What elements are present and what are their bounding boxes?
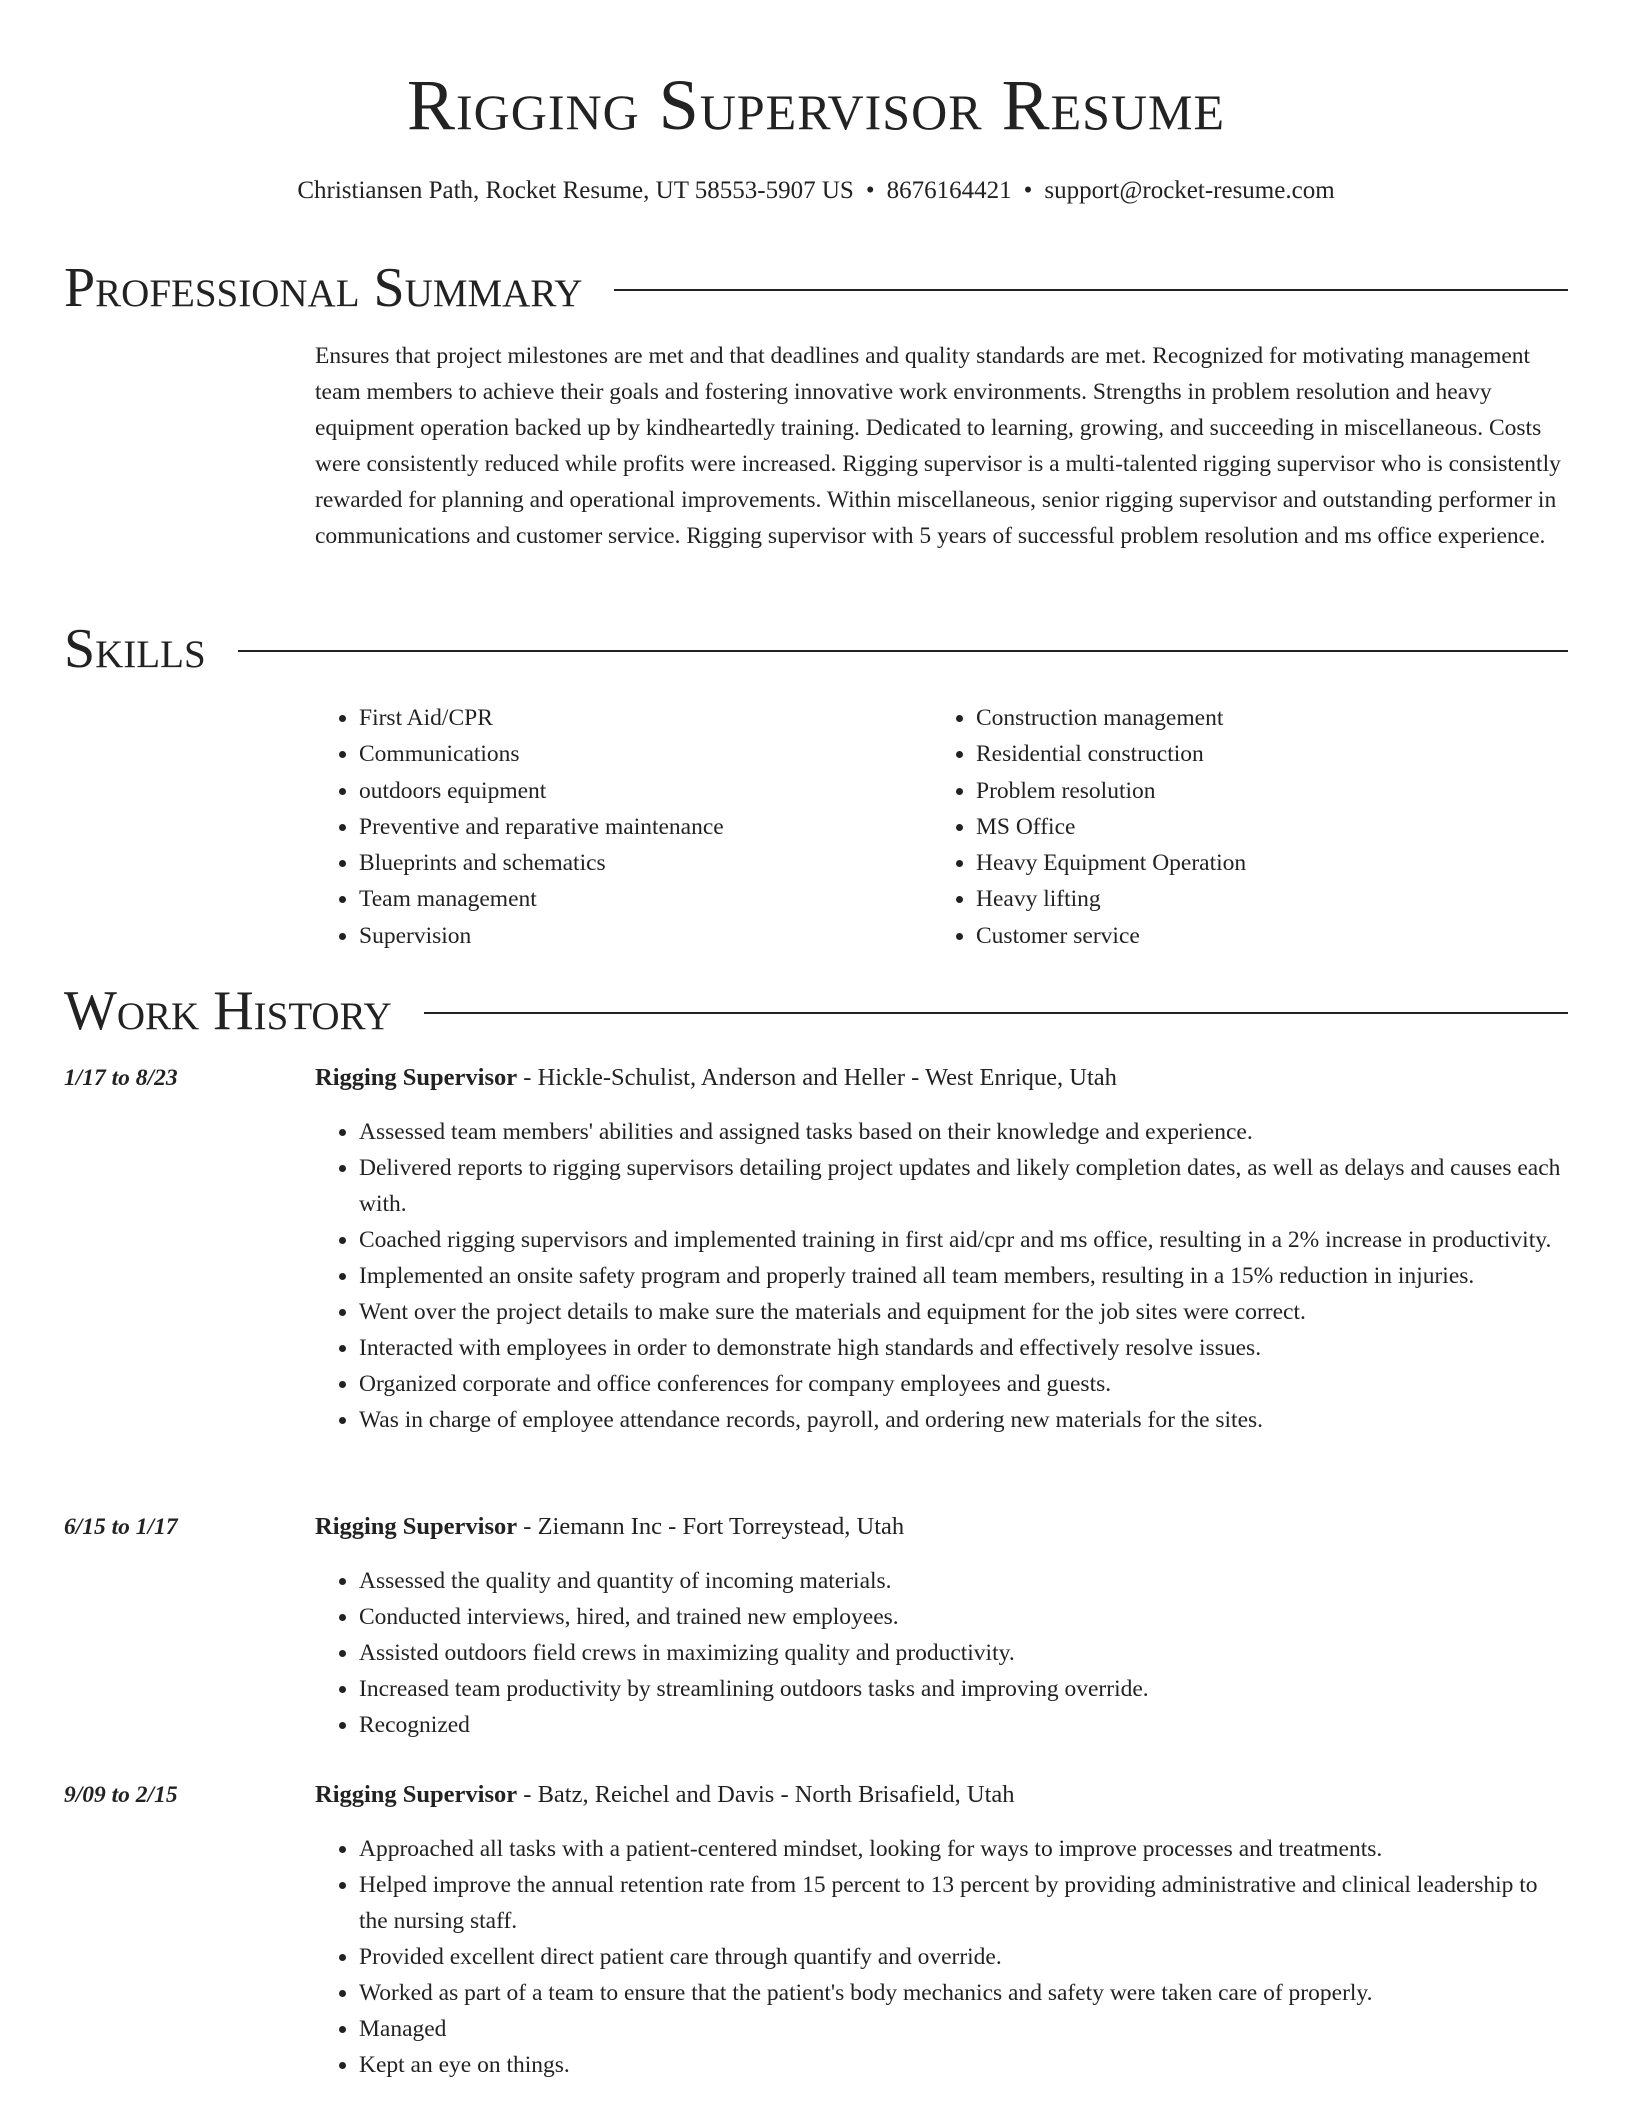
contact-phone: 8676164421 xyxy=(886,177,1012,204)
job-bullet: • Implemented an onsite safety program and properly trained all team members, resulting in a 15% reduction in injuries. xyxy=(359,1258,1568,1294)
resume-title: Rigging Supervisor Resume xyxy=(406,65,1226,145)
skill-item: • Team management xyxy=(359,881,932,917)
contact-address: Christiansen Path, Rocket Resume, UT 58553-5907 US xyxy=(297,177,854,204)
skill-item: • MS Office xyxy=(976,809,1549,845)
job-dates: 9/09 to 2/15 xyxy=(64,1782,178,1808)
job-bullets xyxy=(315,1563,1568,1743)
section-divider xyxy=(238,650,1568,652)
job-bullet: • Approached all tasks with a patient-centered mindset, looking for ways to improve processes and treatments. xyxy=(359,1831,1568,1867)
skill-item: • Heavy lifting xyxy=(976,881,1549,917)
skill-item: • Supervision xyxy=(359,918,932,954)
skills-section-header xyxy=(64,617,1568,681)
job-dates: 1/17 to 8/23 xyxy=(64,1065,178,1091)
job-bullet: • Kept an eye on things. xyxy=(359,2047,1568,2083)
skills-column-right xyxy=(932,700,1549,954)
contact-line xyxy=(0,175,1632,207)
job-bullet: • Interacted with employees in order to demonstrate high standards and effectively resolve issues. xyxy=(359,1330,1568,1366)
contact-email: support@rocket-resume.com xyxy=(1044,177,1335,204)
skill-item: • Preventive and reparative maintenance xyxy=(359,809,932,845)
skills-section-title: Skills xyxy=(64,618,206,680)
job-bullet: • Managed xyxy=(359,2011,1568,2047)
job-bullet: • Organized corporate and office conferences for company employees and guests. xyxy=(359,1366,1568,1402)
job-heading xyxy=(315,1779,1015,1811)
skill-item: • outdoors equipment xyxy=(359,773,932,809)
skills-list xyxy=(315,700,1568,954)
job-dates: 6/15 to 1/17 xyxy=(64,1514,178,1540)
job-bullets xyxy=(315,1831,1568,2083)
job-bullets xyxy=(315,1114,1568,1438)
skill-item: • Construction management xyxy=(976,700,1549,736)
skill-item: • Problem resolution xyxy=(976,773,1549,809)
job-bullet: • Recognized xyxy=(359,1707,1568,1743)
job-bullet: • Helped improve the annual retention rate from 15 percent to 13 percent by providing administrative and clinical leadership to the nursing staff. xyxy=(359,1867,1568,1939)
summary-section-title: Professional Summary xyxy=(64,257,583,319)
skill-item: • Residential construction xyxy=(976,736,1549,772)
job-bullet: • Went over the project details to make sure the materials and equipment for the job sites were correct. xyxy=(359,1294,1568,1330)
job-title: Rigging Supervisor xyxy=(315,1781,518,1808)
job-title: Rigging Supervisor xyxy=(315,1513,518,1540)
contact-separator: • xyxy=(865,177,875,204)
section-divider xyxy=(614,289,1568,291)
summary-text: Ensures that project milestones are met and that deadlines and quality standards are met. Recognized for motivating management team members to achieve their goals and fostering innovative work environments. Strengths in problem resolution and heavy equipment operation backed up by kindheartedly training. Dedicated to learning, growing, and succeeding in miscellaneous. Costs were consistently reduced while profits were increased. Rigging supervisor is a multi-talented rigging supervisor who is consistently rewarded for planning and operational improvements. Within miscellaneous, senior rigging supervisor and outstanding performer in communications and customer service. Rigging supervisor with 5 years of successful problem resolution and ms office experience. xyxy=(315,343,1561,549)
job-company: - Hickle-Schulist, Anderson and Heller - West Enrique, Utah xyxy=(517,1064,1117,1091)
summary-section-header xyxy=(64,256,1568,320)
skill-item: • Customer service xyxy=(976,918,1549,954)
job-bullet: • Provided excellent direct patient care through quantify and override. xyxy=(359,1939,1568,1975)
skills-column-left xyxy=(315,700,932,954)
job-title: Rigging Supervisor xyxy=(315,1064,518,1091)
work-section-header xyxy=(64,979,1568,1043)
job-bullet: • Assisted outdoors field crews in maximizing quality and productivity. xyxy=(359,1635,1568,1671)
job-heading xyxy=(315,1062,1117,1094)
section-divider xyxy=(424,1012,1568,1014)
skill-item: • Communications xyxy=(359,736,932,772)
skill-item: • Blueprints and schematics xyxy=(359,845,932,881)
job-bullet: • Assessed the quality and quantity of incoming materials. xyxy=(359,1563,1568,1599)
job-bullet: • Assessed team members' abilities and assigned tasks based on their knowledge and experience. xyxy=(359,1114,1568,1150)
job-bullet: • Worked as part of a team to ensure that the patient's body mechanics and safety were taken care of properly. xyxy=(359,1975,1568,2011)
job-bullet: • Was in charge of employee attendance records, payroll, and ordering new materials for the sites. xyxy=(359,1402,1568,1438)
job-bullet: • Coached rigging supervisors and implemented training in first aid/cpr and ms office, resulting in a 2% increase in productivity. xyxy=(359,1222,1568,1258)
job-company: - Batz, Reichel and Davis - North Brisafield, Utah xyxy=(517,1781,1015,1808)
contact-separator: • xyxy=(1023,177,1033,204)
job-bullet: • Increased team productivity by streamlining outdoors tasks and improving override. xyxy=(359,1671,1568,1707)
job-heading xyxy=(315,1511,904,1543)
skill-item: • First Aid/CPR xyxy=(359,700,932,736)
job-bullet: • Delivered reports to rigging supervisors detailing project updates and likely completion dates, as well as delays and causes each with. xyxy=(359,1150,1568,1222)
skill-item: • Heavy Equipment Operation xyxy=(976,845,1549,881)
job-company: - Ziemann Inc - Fort Torreystead, Utah xyxy=(517,1513,905,1540)
job-bullet: • Conducted interviews, hired, and trained new employees. xyxy=(359,1599,1568,1635)
work-section-title: Work History xyxy=(64,980,392,1042)
